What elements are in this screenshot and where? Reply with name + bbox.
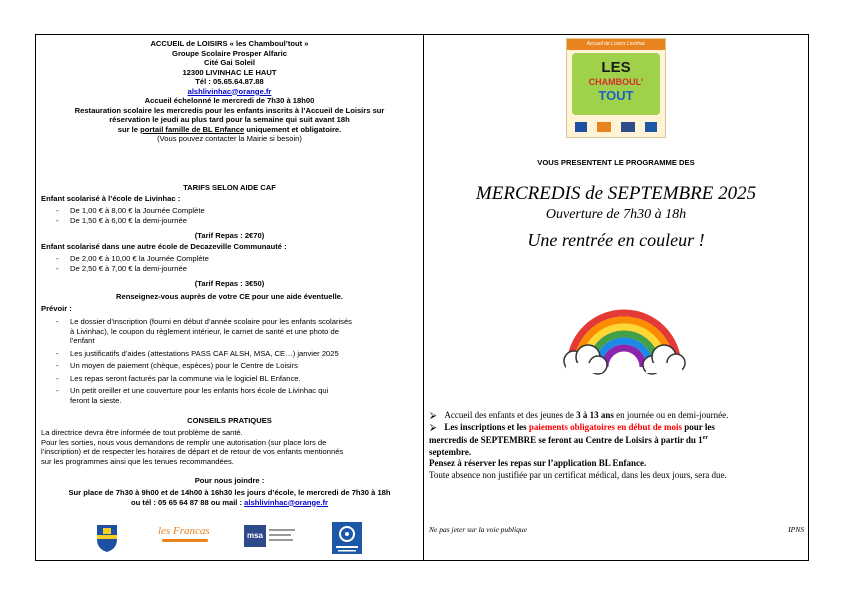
prevoir-list: [41, 317, 352, 405]
tarifs-title: TARIFS SELON AIDE CAF: [183, 183, 276, 192]
email-link[interactable]: alshlivinhac@orange.fr: [244, 497, 328, 507]
ipns-label: IPNS: [788, 525, 804, 534]
ce-note: Renseignez-vous auprès de votre CE pour une aide éventuelle.: [115, 292, 344, 301]
list-item: - De 1,00 € à 8,00 € la Journée Complète: [41, 206, 205, 216]
group2-title: Enfant scolarisé dans une autre école de Decazeville Communauté :: [41, 242, 287, 251]
conseils-text: La directrice devra être informée de tout problème de santé. Pour les sorties, nous vous demandons de remplir une autorisation (sur place lors de l’inscription) et de respecter les horaires de départ et de retour de vos enfants mentionnés sur les programmes ainsi que les tenues recommandées.: [41, 428, 344, 466]
footer-note: Ne pas jeter sur la voie publique: [429, 525, 527, 534]
joindre-text: Sur place de 7h30 à 9h00 et de 14h00 à 16h30 les jours d’école, le mercredi de 7h30 à 18h ou tél : 05 65 64 87 88 ou mail : alshlivinhac@orange.fr: [68, 488, 391, 507]
group1-list: [41, 206, 205, 225]
prevoir-title: Prévoir :: [41, 304, 72, 313]
program-title: MERCREDIS de SEPTEMBRE 2025: [475, 183, 757, 204]
logo-word: LES: [601, 59, 631, 76]
right-panel: [423, 34, 809, 561]
info-absence: Toute absence non justifiée par un certificat médical, dans les deux jours, sera due.: [429, 469, 727, 480]
portail-link[interactable]: portail famille de BL Enfance: [140, 124, 245, 134]
info-inscriptions: ⮚ Les inscriptions et les paiements obligatoires en début de mois pour les: [430, 421, 715, 432]
caf-logo-icon: [332, 522, 362, 554]
logo-word: CHAMBOUL': [588, 77, 644, 87]
list-item: - De 2,00 € à 10,00 € la Journée Complète: [41, 254, 209, 264]
header-line: Tél : 05.65.64.87.88: [195, 77, 264, 86]
email-link[interactable]: alshlivinhac@orange.fr: [187, 86, 272, 96]
group2-repas: (Tarif Repas : 3€50): [194, 279, 265, 288]
info-header: ACCUEIL de LOISIRS « les Chamboul’tout » Groupe Scolaire Prosper Alfaric Cité Gai Soleil 12300 LIVINHAC LE HAUT Tél : 05.65.64.87.88 alshlivinhac@orange.fr Accueil échelonné le mercredi de 7h30 à 18h00 Restauration scolaire les mercredis pour les enfants inscrits à l’Accueil de Loisirs sur réservation le jeudi au plus tard pour la semaine qui suit avant 18h sur le portail famille de BL Enfance uniquement et obligatoire. (Vous pouvez contacter la Mairie si besoin): [36, 39, 423, 144]
info-ages: ⮚ Accueil des enfants et des jeunes de 3 à 13 ans en journée ou en demi-journée.: [430, 410, 729, 420]
francas-logo: les Francas: [158, 525, 212, 547]
list-item: - Les justificatifs d’aides (attestations PASS CAF ALSH, MSA, CE…) janvier 2025: [41, 349, 352, 359]
header-line: ACCUEIL de LOISIRS « les Chamboul’tout »: [150, 39, 309, 48]
info-inscriptions-end: septembre.: [429, 446, 472, 457]
list-item: - Les repas seront facturés par la commune via le logiciel BL Enfance.: [41, 374, 352, 384]
list-item: - De 1,50 € à 6,00 € la demi-journée: [41, 216, 205, 226]
accueil-hours: Accueil échelonné le mercredi de 7h30 à 18h00: [144, 96, 315, 105]
group1-repas: (Tarif Repas : 2€70): [194, 231, 265, 240]
rainbow-illustration: [560, 285, 688, 377]
header-line: 12300 LIVINHAC LE HAUT: [182, 67, 277, 77]
header-line: Cité Gai Soleil: [203, 58, 256, 67]
opening-hours: Ouverture de 7h30 à 18h: [545, 207, 687, 222]
logo-banner: Accueil de Loisirs Livinhac: [567, 39, 665, 50]
town-crest-icon: [94, 523, 120, 553]
list-item: - De 2,50 € à 7,00 € la demi-journée: [41, 264, 209, 274]
resto-line: Restauration scolaire les mercredis pour les enfants inscrits à l’Accueil de Loisirs sur: [74, 105, 385, 115]
chamboultout-logo: [566, 38, 666, 138]
info-block: [429, 410, 803, 481]
group2-list: [41, 254, 209, 273]
header-line: Groupe Scolaire Prosper Alfaric: [172, 48, 287, 58]
conseils-title: CONSEILS PRATIQUES: [187, 416, 272, 425]
resto-note: (Vous pouvez contacter la Mairie si besoin): [157, 134, 302, 143]
theme-title: Une rentrée en couleur !: [527, 230, 705, 250]
info-inscriptions-cont: mercredis de SEPTEMBRE se feront au Centre de Loisirs à partir du 1er: [429, 435, 708, 445]
msa-logo: msa: [244, 525, 304, 551]
rainbow-band: [605, 348, 643, 367]
resto-line: réservation le jeudi au plus tard pour la semaine qui suit avant 18h: [109, 115, 350, 124]
logo-word: TOUT: [598, 88, 634, 103]
left-panel: [35, 34, 424, 561]
list-item: - Un petit oreiller et une couverture pour les enfants hors école de Livinhac qui feront la sieste.: [41, 386, 352, 405]
list-item: - Un moyen de paiement (chèque, espèces) pour le Centre de Loisirs: [41, 361, 352, 371]
group1-title: Enfant scolarisé à l’école de Livinhac :: [41, 194, 181, 203]
logo-partners-strip: [573, 119, 661, 135]
partner-logos: [36, 519, 423, 557]
list-item: - Le dossier d’inscription (fourni en début d’année scolaire pour les enfants scolarisés à Livinhac), le coupon du règlement intérieur, le carnet de santé et une photo de l’enfant: [41, 317, 352, 346]
joindre-title: Pour nous joindre :: [194, 476, 265, 485]
presentent-text: VOUS PRESENTENT LE PROGRAMME DES: [537, 158, 695, 167]
info-repas: Pensez à réserver les repas sur l’application BL Enfance.: [429, 458, 647, 468]
